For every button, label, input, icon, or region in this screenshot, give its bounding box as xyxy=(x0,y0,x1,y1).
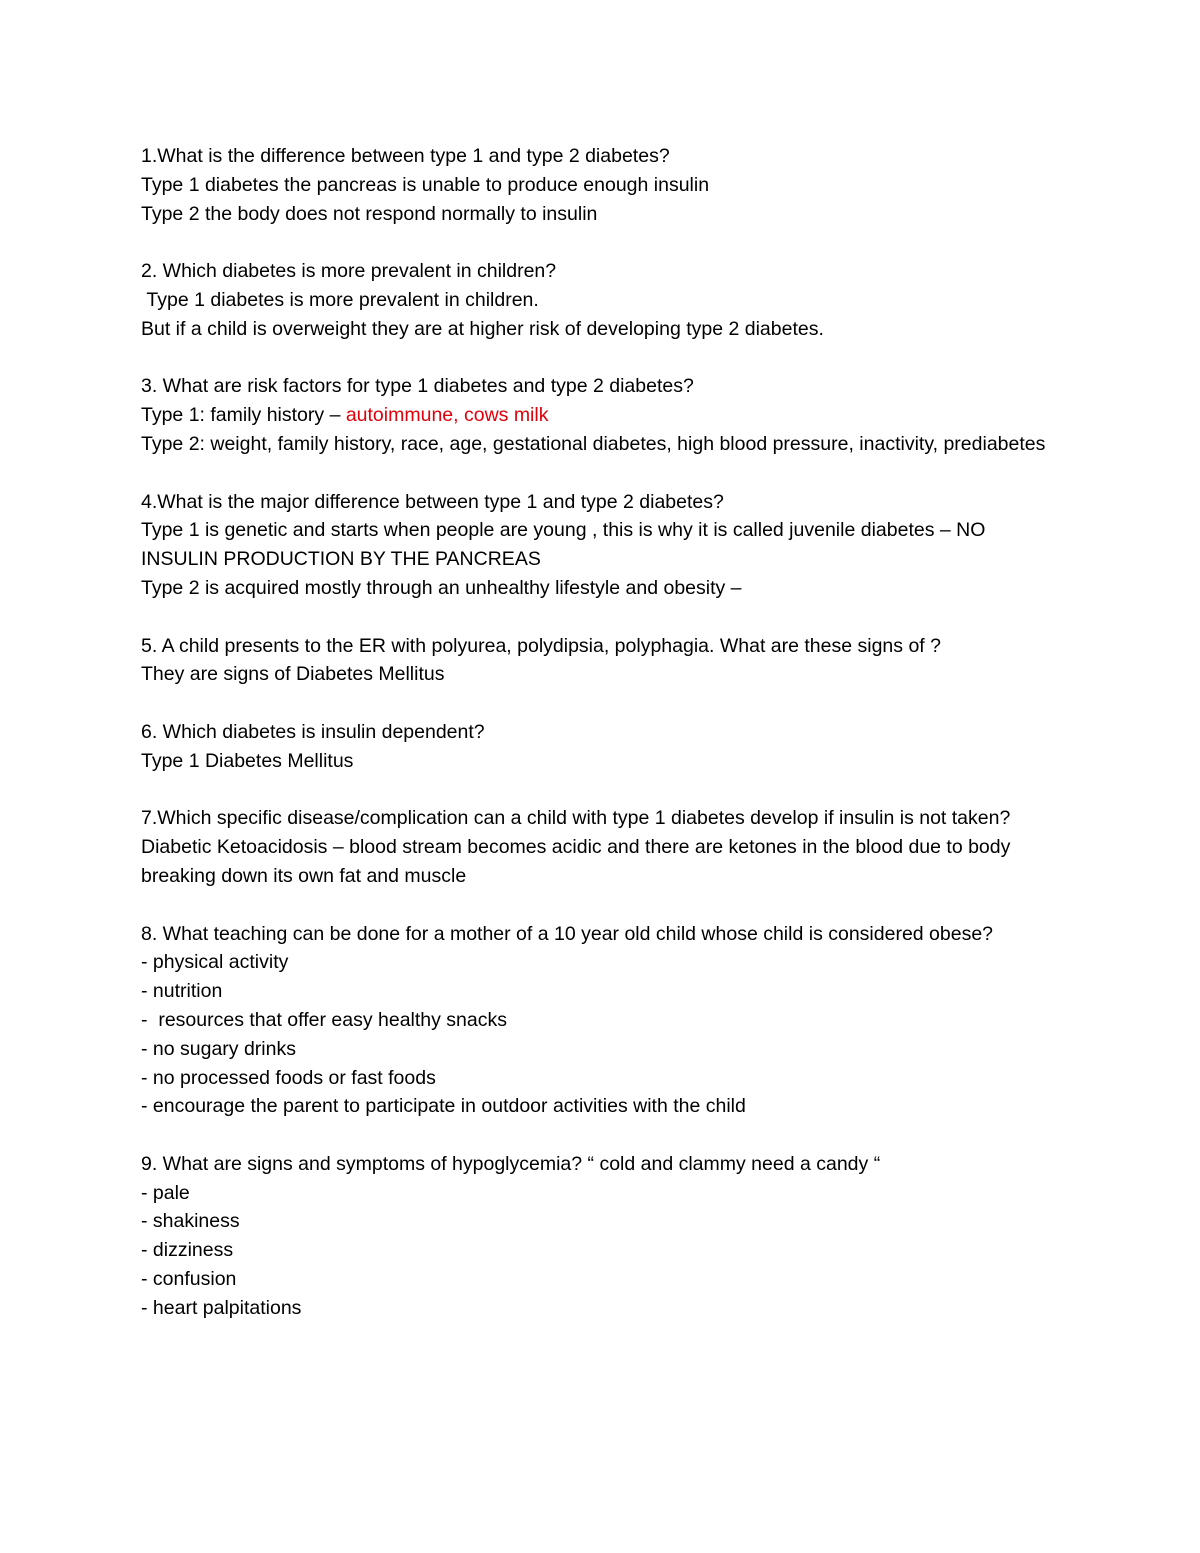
question-2: 2. Which diabetes is more prevalent in children? xyxy=(141,260,557,283)
answer-line: Type 1 diabetes is more prevalent in children. xyxy=(141,288,539,311)
qa-block-7 xyxy=(141,804,1061,890)
question-6: 6. Which diabetes is insulin dependent? xyxy=(141,720,485,743)
question-9: 9. What are signs and symptoms of hypoglycemia? “ cold and clammy need a candy “ xyxy=(141,1152,881,1175)
answer-line: Type 1 Diabetes Mellitus xyxy=(141,749,354,772)
list-item: - resources that offer easy healthy snacks xyxy=(141,1008,507,1031)
question-3: 3. What are risk factors for type 1 diabetes and type 2 diabetes? xyxy=(141,375,694,398)
type1-risk-text: Type 1: family history – xyxy=(141,404,346,427)
answer-line: They are signs of Diabetes Mellitus xyxy=(141,663,445,686)
question-5: 5. A child presents to the ER with polyurea, polydipsia, polyphagia. What are these signs of ? xyxy=(141,634,941,657)
list-item: - pale xyxy=(141,1181,190,1204)
qa-block-8 xyxy=(141,920,1061,1122)
list-item: - shakiness xyxy=(141,1210,240,1233)
list-item: - confusion xyxy=(141,1268,237,1291)
list-item: - encourage the parent to participate in outdoor activities with the child xyxy=(141,1095,746,1118)
qa-block-9 xyxy=(141,1150,1061,1323)
qa-block-4 xyxy=(141,488,1061,603)
qa-block-5 xyxy=(141,632,1061,690)
answer-line: Type 1 is genetic and starts when people are young , this is why it is called juvenile diabetes – NO INSULIN PRODUCTION BY THE PANCREAS xyxy=(141,519,991,571)
answer-line-type1 xyxy=(141,401,1061,430)
list-item: - physical activity xyxy=(141,951,289,974)
answer-line: Diabetic Ketoacidosis – blood stream becomes acidic and there are ketones in the blood due to body breaking down its own fat and muscle xyxy=(141,836,1016,887)
list-item: - no sugary drinks xyxy=(141,1037,296,1060)
answer-line: Type 1 diabetes the pancreas is unable to produce enough insulin xyxy=(141,173,710,196)
list-item: - nutrition xyxy=(141,980,223,1003)
qa-block-3 xyxy=(141,372,1061,458)
question-8: 8. What teaching can be done for a mother of a 10 year old child whose child is considered obese? xyxy=(141,922,994,945)
list-item: - heart palpitations xyxy=(141,1296,302,1319)
question-1: 1.What is the difference between type 1 and type 2 diabetes? xyxy=(141,145,670,167)
list-item: - no processed foods or fast foods xyxy=(141,1066,436,1089)
question-4: 4.What is the major difference between type 1 and type 2 diabetes? xyxy=(141,490,724,513)
answer-line: Type 2 the body does not respond normally to insulin xyxy=(141,202,598,225)
document-body xyxy=(141,142,1061,1351)
qa-block-2 xyxy=(141,257,1061,343)
answer-line: Type 2 is acquired mostly through an unhealthy lifestyle and obesity – xyxy=(141,576,742,599)
type1-risk-highlight: autoimmune, cows milk xyxy=(345,404,549,427)
qa-block-6 xyxy=(141,718,1061,776)
list-item: - dizziness xyxy=(141,1239,234,1262)
answer-line: But if a child is overweight they are at higher risk of developing type 2 diabetes. xyxy=(141,317,824,340)
question-7: 7.Which specific disease/complication can a child with type 1 diabetes develop if insulin is not taken? xyxy=(141,807,1011,830)
answer-line-type2: Type 2: weight, family history, race, age, gestational diabetes, high blood pressure, inactivity, prediabetes xyxy=(141,432,1046,455)
qa-block-1 xyxy=(141,142,1061,228)
